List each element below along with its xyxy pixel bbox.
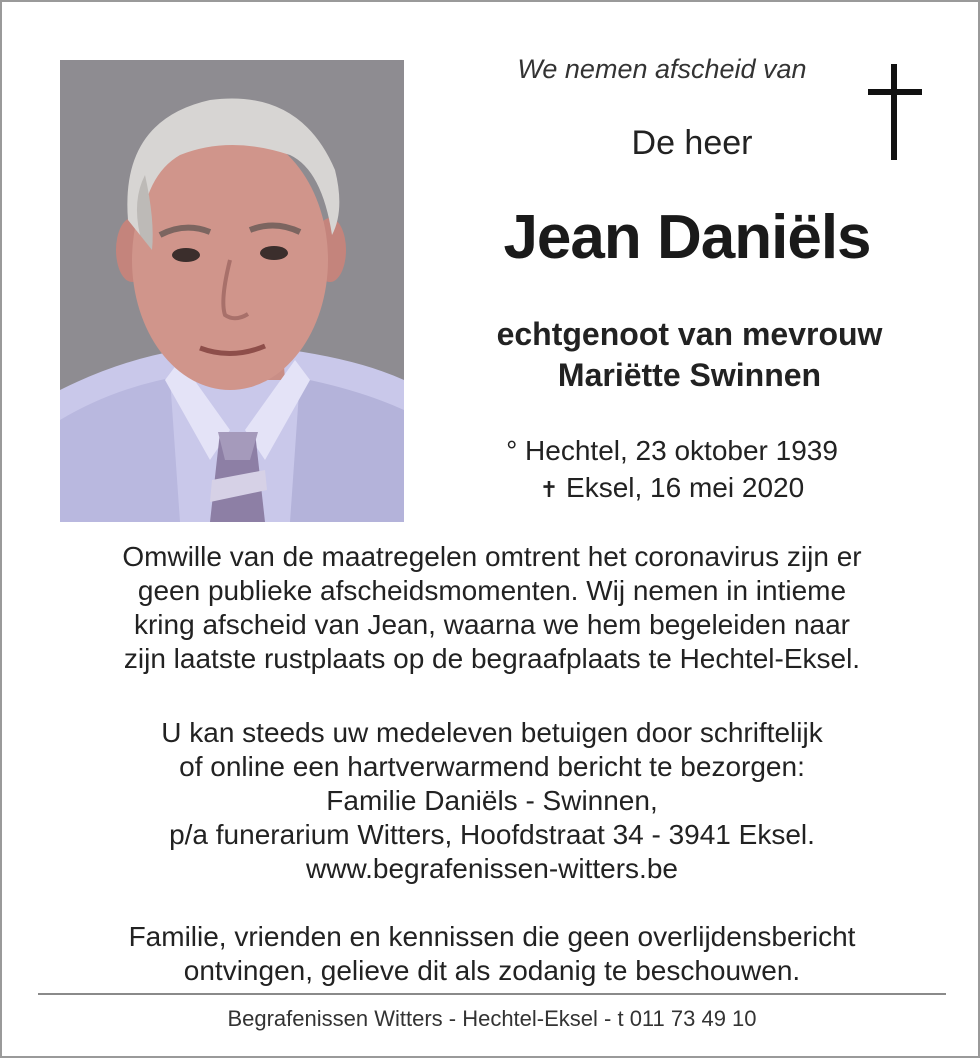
death-cross-icon: ✝ [539,477,559,502]
death-date: Eksel, 16 mei 2020 [566,472,805,503]
address-line: p/a funerarium Witters, Hoofdstraat 34 - 3941 Eksel. [169,819,815,850]
death-line [457,469,887,508]
footer-divider [38,993,946,995]
portrait-illustration [60,60,404,522]
paragraph-notice [42,920,942,988]
website-link[interactable]: www.begrafenissen-witters.be [306,853,678,884]
spouse-info [457,314,922,396]
paragraph-condolences [42,716,942,886]
paragraph-line: U kan steeds uw medeleven betuigen door schriftelijk [161,717,823,748]
paragraph-line: geen publieke afscheidsmomenten. Wij nemen in intieme [137,575,847,606]
life-dates [457,432,887,508]
paragraph-line: ontvingen, gelieve dit als zodanig te beschouwen. [183,955,801,986]
deceased-name: Jean Daniëls [503,203,871,272]
paragraph-line: Familie, vrienden en kennissen die geen overlijdensbericht [128,921,856,952]
footer-contact: Begrafenissen Witters - Hechtel-Eksel - t 011 73 49 10 [227,1006,757,1031]
family-name-line: Familie Daniëls - Swinnen, [326,785,658,816]
portrait-photo [60,60,404,522]
paragraph-line: of online een hartverwarmend bericht te bezorgen: [179,751,805,782]
paragraph-line: kring afscheid van Jean, waarna we hem begeleiden naar [133,609,850,640]
intro-text: We nemen afscheid van [517,54,807,84]
birth-mark: ° [506,435,518,466]
paragraph-line: Omwille van de maatregelen omtrent het coronavirus zijn er [122,541,862,572]
paragraph-line: zijn laatste rustplaats op de begraafplaats te Hechtel-Eksel. [123,643,861,674]
spouse-line-2: Mariëtte Swinnen [557,357,822,393]
birth-line [457,432,887,469]
spouse-line-1: echtgenoot van mevrouw [496,316,883,352]
paragraph-ceremony [42,540,942,676]
honorific: De heer [631,124,753,162]
birth-date: Hechtel, 23 oktober 1939 [525,435,838,466]
